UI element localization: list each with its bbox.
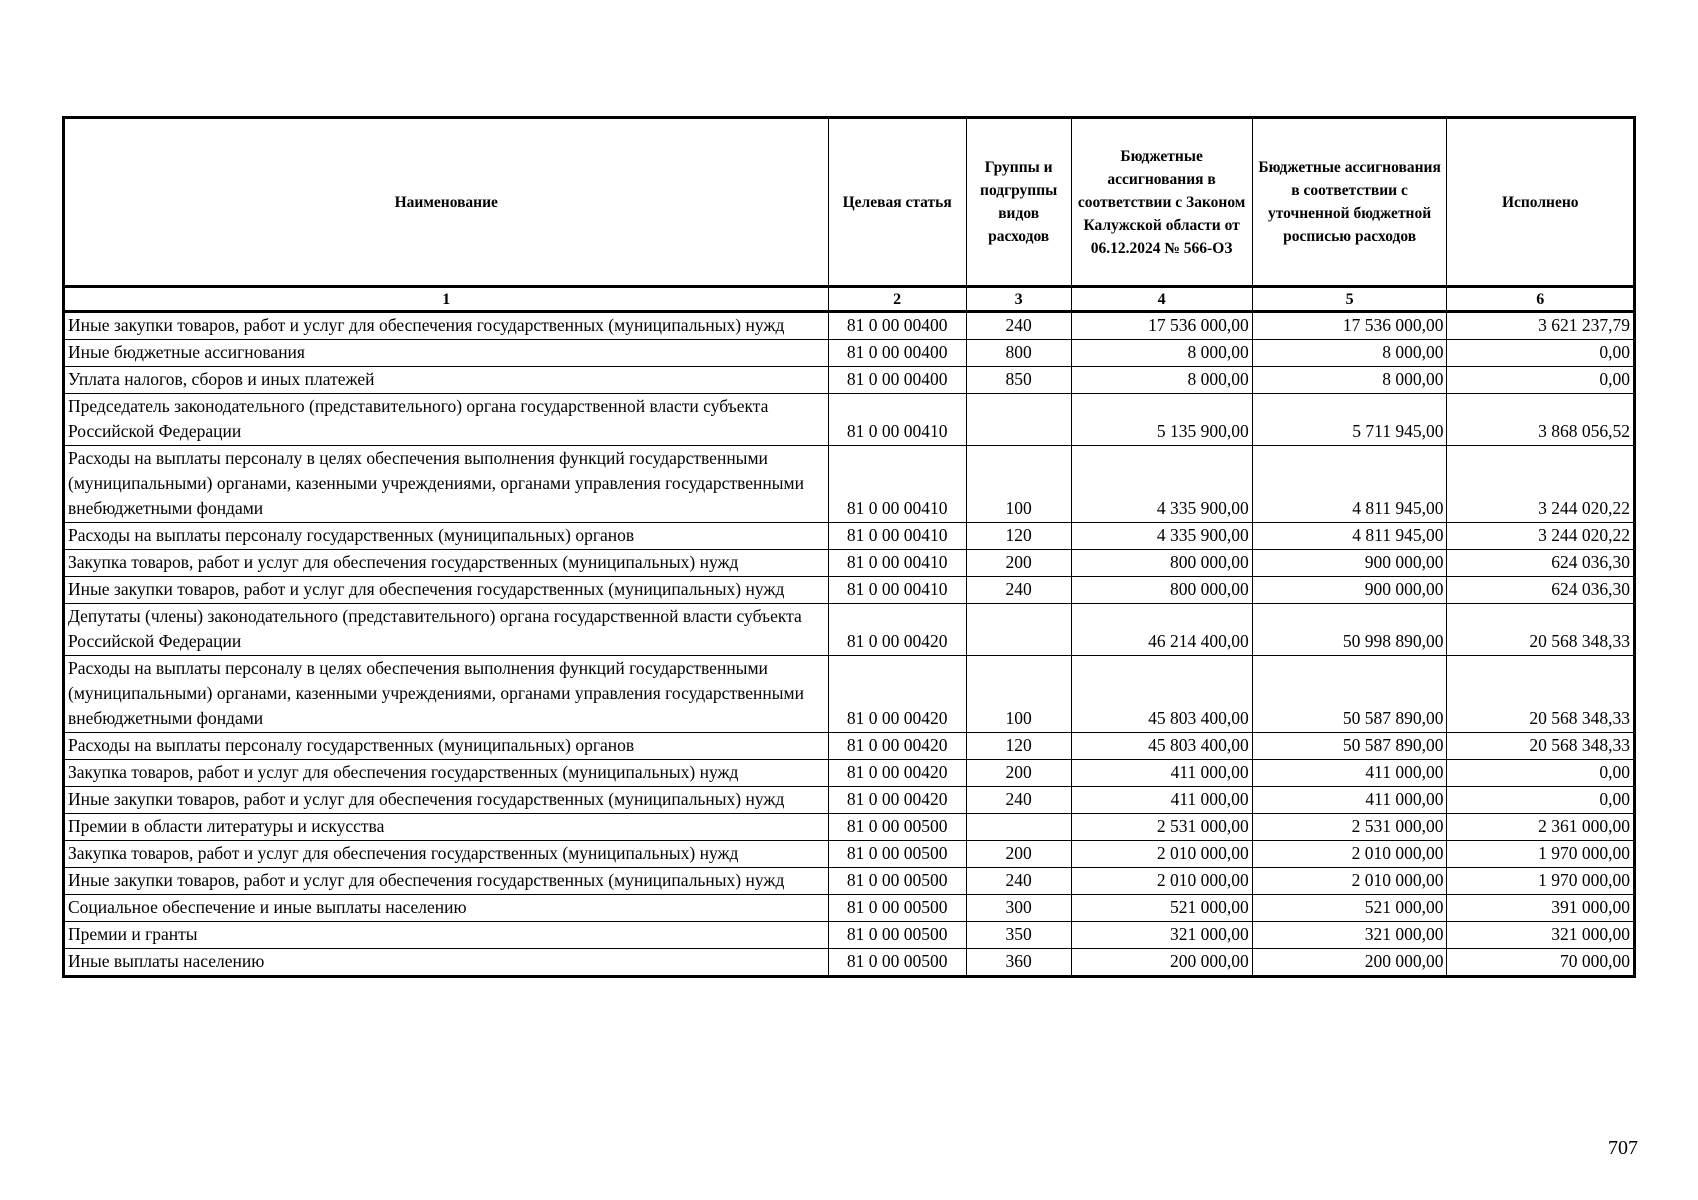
row-target-article: 81 0 00 00500: [828, 949, 966, 977]
row-target-article: 81 0 00 00410: [828, 550, 966, 577]
row-refined-allocation: 8 000,00: [1252, 367, 1447, 394]
row-executed: 0,00: [1447, 367, 1635, 394]
row-refined-allocation: 5 711 945,00: [1252, 394, 1447, 446]
row-target-article: 81 0 00 00420: [828, 733, 966, 760]
table-row: [64, 523, 1635, 550]
row-executed: 3 621 237,79: [1447, 312, 1635, 340]
table-body: [64, 312, 1635, 977]
row-name: Закупка товаров, работ и услуг для обеспечения государственных (муниципальных) нужд: [64, 760, 829, 787]
row-name: Закупка товаров, работ и услуг для обеспечения государственных (муниципальных) нужд: [64, 550, 829, 577]
row-law-allocation: 4 335 900,00: [1071, 446, 1252, 523]
row-executed: 2 361 000,00: [1447, 814, 1635, 841]
row-law-allocation: 321 000,00: [1071, 922, 1252, 949]
table-row: [64, 760, 1635, 787]
row-name: Иные закупки товаров, работ и услуг для обеспечения государственных (муниципальных) нужд: [64, 577, 829, 604]
table-row: [64, 895, 1635, 922]
table-row: [64, 868, 1635, 895]
column-number: 4: [1071, 287, 1252, 312]
row-law-allocation: 45 803 400,00: [1071, 656, 1252, 733]
row-executed: 321 000,00: [1447, 922, 1635, 949]
row-law-allocation: 2 010 000,00: [1071, 868, 1252, 895]
row-law-allocation: 45 803 400,00: [1071, 733, 1252, 760]
row-law-allocation: 2 010 000,00: [1071, 841, 1252, 868]
row-name: Премии и гранты: [64, 922, 829, 949]
row-target-article: 81 0 00 00400: [828, 312, 966, 340]
column-number-row: [64, 287, 1635, 312]
row-refined-allocation: 50 998 890,00: [1252, 604, 1447, 656]
row-executed: 3 244 020,22: [1447, 446, 1635, 523]
row-target-article: 81 0 00 00420: [828, 760, 966, 787]
row-target-article: 81 0 00 00410: [828, 394, 966, 446]
row-expense-group: [966, 814, 1071, 841]
table-row: [64, 841, 1635, 868]
table-row: [64, 814, 1635, 841]
column-number: 2: [828, 287, 966, 312]
row-law-allocation: 5 135 900,00: [1071, 394, 1252, 446]
table-row: [64, 787, 1635, 814]
row-target-article: 81 0 00 00420: [828, 656, 966, 733]
table-row: [64, 949, 1635, 977]
row-expense-group: 240: [966, 787, 1071, 814]
row-law-allocation: 521 000,00: [1071, 895, 1252, 922]
row-expense-group: 240: [966, 868, 1071, 895]
row-name: Иные выплаты населению: [64, 949, 829, 977]
row-refined-allocation: 4 811 945,00: [1252, 446, 1447, 523]
row-expense-group: 800: [966, 340, 1071, 367]
row-refined-allocation: 411 000,00: [1252, 787, 1447, 814]
row-refined-allocation: 2 531 000,00: [1252, 814, 1447, 841]
row-executed: 0,00: [1447, 760, 1635, 787]
row-refined-allocation: 200 000,00: [1252, 949, 1447, 977]
table-row: [64, 604, 1635, 656]
row-expense-group: 200: [966, 760, 1071, 787]
row-target-article: 81 0 00 00410: [828, 446, 966, 523]
row-executed: 0,00: [1447, 340, 1635, 367]
row-refined-allocation: 2 010 000,00: [1252, 868, 1447, 895]
row-executed: 70 000,00: [1447, 949, 1635, 977]
row-name: Закупка товаров, работ и услуг для обеспечения государственных (муниципальных) нужд: [64, 841, 829, 868]
table-row: [64, 340, 1635, 367]
row-law-allocation: 200 000,00: [1071, 949, 1252, 977]
row-target-article: 81 0 00 00500: [828, 895, 966, 922]
table-row: [64, 367, 1635, 394]
row-expense-group: 200: [966, 841, 1071, 868]
row-refined-allocation: 4 811 945,00: [1252, 523, 1447, 550]
row-target-article: 81 0 00 00500: [828, 814, 966, 841]
row-executed: 1 970 000,00: [1447, 841, 1635, 868]
row-executed: 0,00: [1447, 787, 1635, 814]
row-name: Расходы на выплаты персоналу в целях обеспечения выполнения функций государственными (муниципальными) органами, казенными учреждениями, органами управления государственными внебюджетными фондами: [64, 446, 829, 523]
row-refined-allocation: 50 587 890,00: [1252, 656, 1447, 733]
header-name: Наименование: [64, 118, 829, 287]
row-law-allocation: 17 536 000,00: [1071, 312, 1252, 340]
row-executed: 3 244 020,22: [1447, 523, 1635, 550]
table-row: [64, 550, 1635, 577]
table-row: [64, 312, 1635, 340]
table-row: [64, 922, 1635, 949]
row-target-article: 81 0 00 00500: [828, 868, 966, 895]
row-law-allocation: 800 000,00: [1071, 550, 1252, 577]
row-law-allocation: 2 531 000,00: [1071, 814, 1252, 841]
column-number: 6: [1447, 287, 1635, 312]
row-expense-group: 350: [966, 922, 1071, 949]
row-target-article: 81 0 00 00500: [828, 922, 966, 949]
row-target-article: 81 0 00 00400: [828, 367, 966, 394]
row-target-article: 81 0 00 00420: [828, 787, 966, 814]
header-expense-groups: Группы и подгруппы видов расходов: [966, 118, 1071, 287]
table-row: [64, 656, 1635, 733]
row-refined-allocation: 17 536 000,00: [1252, 312, 1447, 340]
header-refined-allocations: Бюджетные ассигнования в соответствии с уточненной бюджетной росписью расходов: [1252, 118, 1447, 287]
row-name: Иные закупки товаров, работ и услуг для обеспечения государственных (муниципальных) нужд: [64, 787, 829, 814]
row-law-allocation: 4 335 900,00: [1071, 523, 1252, 550]
row-name: Уплата налогов, сборов и иных платежей: [64, 367, 829, 394]
header-law-allocations: Бюджетные ассигнования в соответствии с Законом Калужской области от 06.12.2024 № 566-ОЗ: [1071, 118, 1252, 287]
row-executed: 20 568 348,33: [1447, 604, 1635, 656]
row-expense-group: [966, 394, 1071, 446]
row-law-allocation: 411 000,00: [1071, 787, 1252, 814]
row-executed: 3 868 056,52: [1447, 394, 1635, 446]
row-name: Расходы на выплаты персоналу государственных (муниципальных) органов: [64, 523, 829, 550]
row-refined-allocation: 321 000,00: [1252, 922, 1447, 949]
row-target-article: 81 0 00 00400: [828, 340, 966, 367]
column-number: 5: [1252, 287, 1447, 312]
row-expense-group: 240: [966, 577, 1071, 604]
page-number: 707: [1608, 1137, 1638, 1159]
row-law-allocation: 8 000,00: [1071, 340, 1252, 367]
row-name: Председатель законодательного (представительного) органа государственной власти субъекта Российской Федерации: [64, 394, 829, 446]
row-target-article: 81 0 00 00500: [828, 841, 966, 868]
header-executed: Исполнено: [1447, 118, 1635, 287]
row-law-allocation: 8 000,00: [1071, 367, 1252, 394]
row-expense-group: 200: [966, 550, 1071, 577]
row-name: Расходы на выплаты персоналу государственных (муниципальных) органов: [64, 733, 829, 760]
row-target-article: 81 0 00 00410: [828, 523, 966, 550]
table-row: [64, 733, 1635, 760]
row-expense-group: [966, 604, 1071, 656]
row-refined-allocation: 2 010 000,00: [1252, 841, 1447, 868]
row-name: Иные закупки товаров, работ и услуг для обеспечения государственных (муниципальных) нужд: [64, 312, 829, 340]
row-executed: 624 036,30: [1447, 577, 1635, 604]
header-target-article: Целевая статья: [828, 118, 966, 287]
row-name: Иные бюджетные ассигнования: [64, 340, 829, 367]
row-expense-group: 120: [966, 523, 1071, 550]
row-expense-group: 100: [966, 656, 1071, 733]
row-expense-group: 100: [966, 446, 1071, 523]
row-executed: 624 036,30: [1447, 550, 1635, 577]
row-refined-allocation: 900 000,00: [1252, 577, 1447, 604]
row-name: Иные закупки товаров, работ и услуг для обеспечения государственных (муниципальных) нужд: [64, 868, 829, 895]
row-name: Депутаты (члены) законодательного (представительного) органа государственной власти субъекта Российской Федерации: [64, 604, 829, 656]
row-refined-allocation: 411 000,00: [1252, 760, 1447, 787]
row-executed: 20 568 348,33: [1447, 656, 1635, 733]
column-number: 1: [64, 287, 829, 312]
row-expense-group: 300: [966, 895, 1071, 922]
row-target-article: 81 0 00 00410: [828, 577, 966, 604]
row-law-allocation: 800 000,00: [1071, 577, 1252, 604]
row-executed: 20 568 348,33: [1447, 733, 1635, 760]
table-row: [64, 446, 1635, 523]
header-row: [64, 118, 1635, 287]
table-row: [64, 577, 1635, 604]
row-refined-allocation: 900 000,00: [1252, 550, 1447, 577]
row-name: Расходы на выплаты персоналу в целях обеспечения выполнения функций государственными (муниципальными) органами, казенными учреждениями, органами управления государственными внебюджетными фондами: [64, 656, 829, 733]
budget-table: [62, 116, 1636, 978]
row-refined-allocation: 8 000,00: [1252, 340, 1447, 367]
row-refined-allocation: 50 587 890,00: [1252, 733, 1447, 760]
table-header: [64, 118, 1635, 312]
row-name: Премии в области литературы и искусства: [64, 814, 829, 841]
row-executed: 1 970 000,00: [1447, 868, 1635, 895]
column-number: 3: [966, 287, 1071, 312]
row-expense-group: 850: [966, 367, 1071, 394]
row-expense-group: 360: [966, 949, 1071, 977]
row-expense-group: 240: [966, 312, 1071, 340]
row-name: Социальное обеспечение и иные выплаты населению: [64, 895, 829, 922]
row-executed: 391 000,00: [1447, 895, 1635, 922]
row-law-allocation: 411 000,00: [1071, 760, 1252, 787]
row-law-allocation: 46 214 400,00: [1071, 604, 1252, 656]
table-row: [64, 394, 1635, 446]
row-expense-group: 120: [966, 733, 1071, 760]
row-refined-allocation: 521 000,00: [1252, 895, 1447, 922]
row-target-article: 81 0 00 00420: [828, 604, 966, 656]
